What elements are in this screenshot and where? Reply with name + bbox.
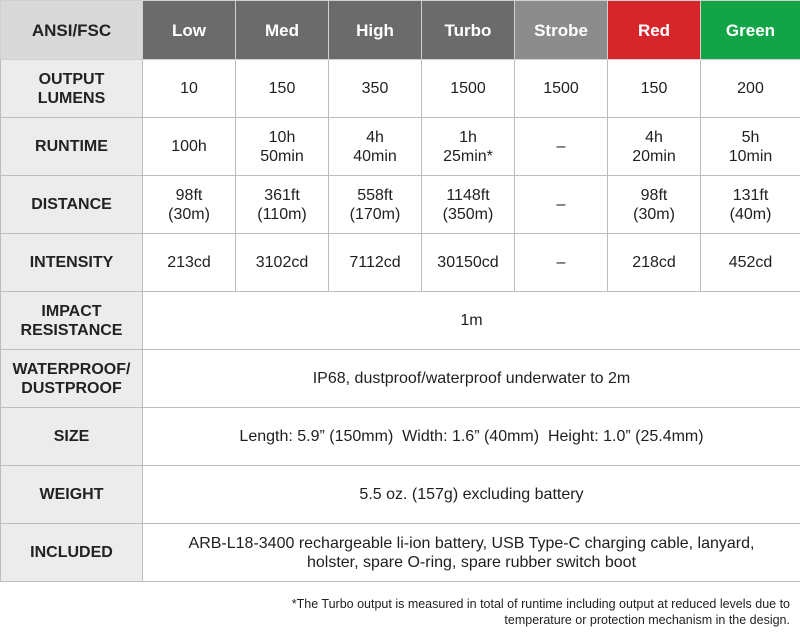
distance-strobe: – [515,176,608,234]
row-intensity [1,234,800,292]
runtime-strobe: – [515,118,608,176]
runtime-green: 5h 10min [701,118,800,176]
header-strobe: Strobe [515,1,608,60]
label-intensity: INTENSITY [1,234,143,292]
label-distance: DISTANCE [1,176,143,234]
label-included: INCLUDED [1,524,143,582]
intensity-high: 7112cd [329,234,422,292]
label-runtime: RUNTIME [1,118,143,176]
intensity-red: 218cd [608,234,701,292]
runtime-med: 10h 50min [236,118,329,176]
header-red: Red [608,1,701,60]
label-impact-resistance: IMPACT RESISTANCE [1,292,143,350]
intensity-low: 213cd [143,234,236,292]
header-high: High [329,1,422,60]
output-med: 150 [236,60,329,118]
size-value: Length: 5.9” (150mm) Width: 1.6” (40mm) Height: 1.0” (25.4mm) [143,408,800,466]
row-size [1,408,800,466]
output-red: 150 [608,60,701,118]
header-green: Green [701,1,800,60]
label-weight: WEIGHT [1,466,143,524]
label-size: SIZE [1,408,143,466]
header-turbo: Turbo [422,1,515,60]
runtime-turbo: 1h 25min* [422,118,515,176]
distance-high: 558ft (170m) [329,176,422,234]
runtime-high: 4h 40min [329,118,422,176]
output-high: 350 [329,60,422,118]
header-row [1,1,800,60]
intensity-turbo: 30150cd [422,234,515,292]
row-weight [1,466,800,524]
distance-low: 98ft (30m) [143,176,236,234]
distance-turbo: 1148ft (350m) [422,176,515,234]
intensity-med: 3102cd [236,234,329,292]
row-output-lumens [1,60,800,118]
impact-resistance-value: 1m [143,292,800,350]
waterproof-value: IP68, dustproof/waterproof underwater to 2m [143,350,800,408]
row-distance [1,176,800,234]
row-impact-resistance [1,292,800,350]
intensity-strobe: – [515,234,608,292]
turbo-footnote: *The Turbo output is measured in total of runtime including output at reduced levels due to temperature or protection mechanism in the design. [291,597,790,627]
output-strobe: 1500 [515,60,608,118]
distance-med: 361ft (110m) [236,176,329,234]
header-med: Med [236,1,329,60]
distance-red: 98ft (30m) [608,176,701,234]
weight-value: 5.5 oz. (157g) excluding battery [143,466,800,524]
output-low: 10 [143,60,236,118]
output-turbo: 1500 [422,60,515,118]
label-output-lumens: OUTPUT LUMENS [1,60,143,118]
row-waterproof [1,350,800,408]
intensity-green: 452cd [701,234,800,292]
included-value: ARB-L18-3400 rechargeable li-ion battery, USB Type-C charging cable, lanyard, holster, spare O-ring, spare rubber switch boot [143,524,800,582]
row-included [1,524,800,582]
label-waterproof: WATERPROOF/ DUSTPROOF [1,350,143,408]
header-ansi-fsc: ANSI/FSC [1,1,143,60]
header-low: Low [143,1,236,60]
row-runtime [1,118,800,176]
distance-green: 131ft (40m) [701,176,800,234]
runtime-red: 4h 20min [608,118,701,176]
runtime-low: 100h [143,118,236,176]
output-green: 200 [701,60,800,118]
